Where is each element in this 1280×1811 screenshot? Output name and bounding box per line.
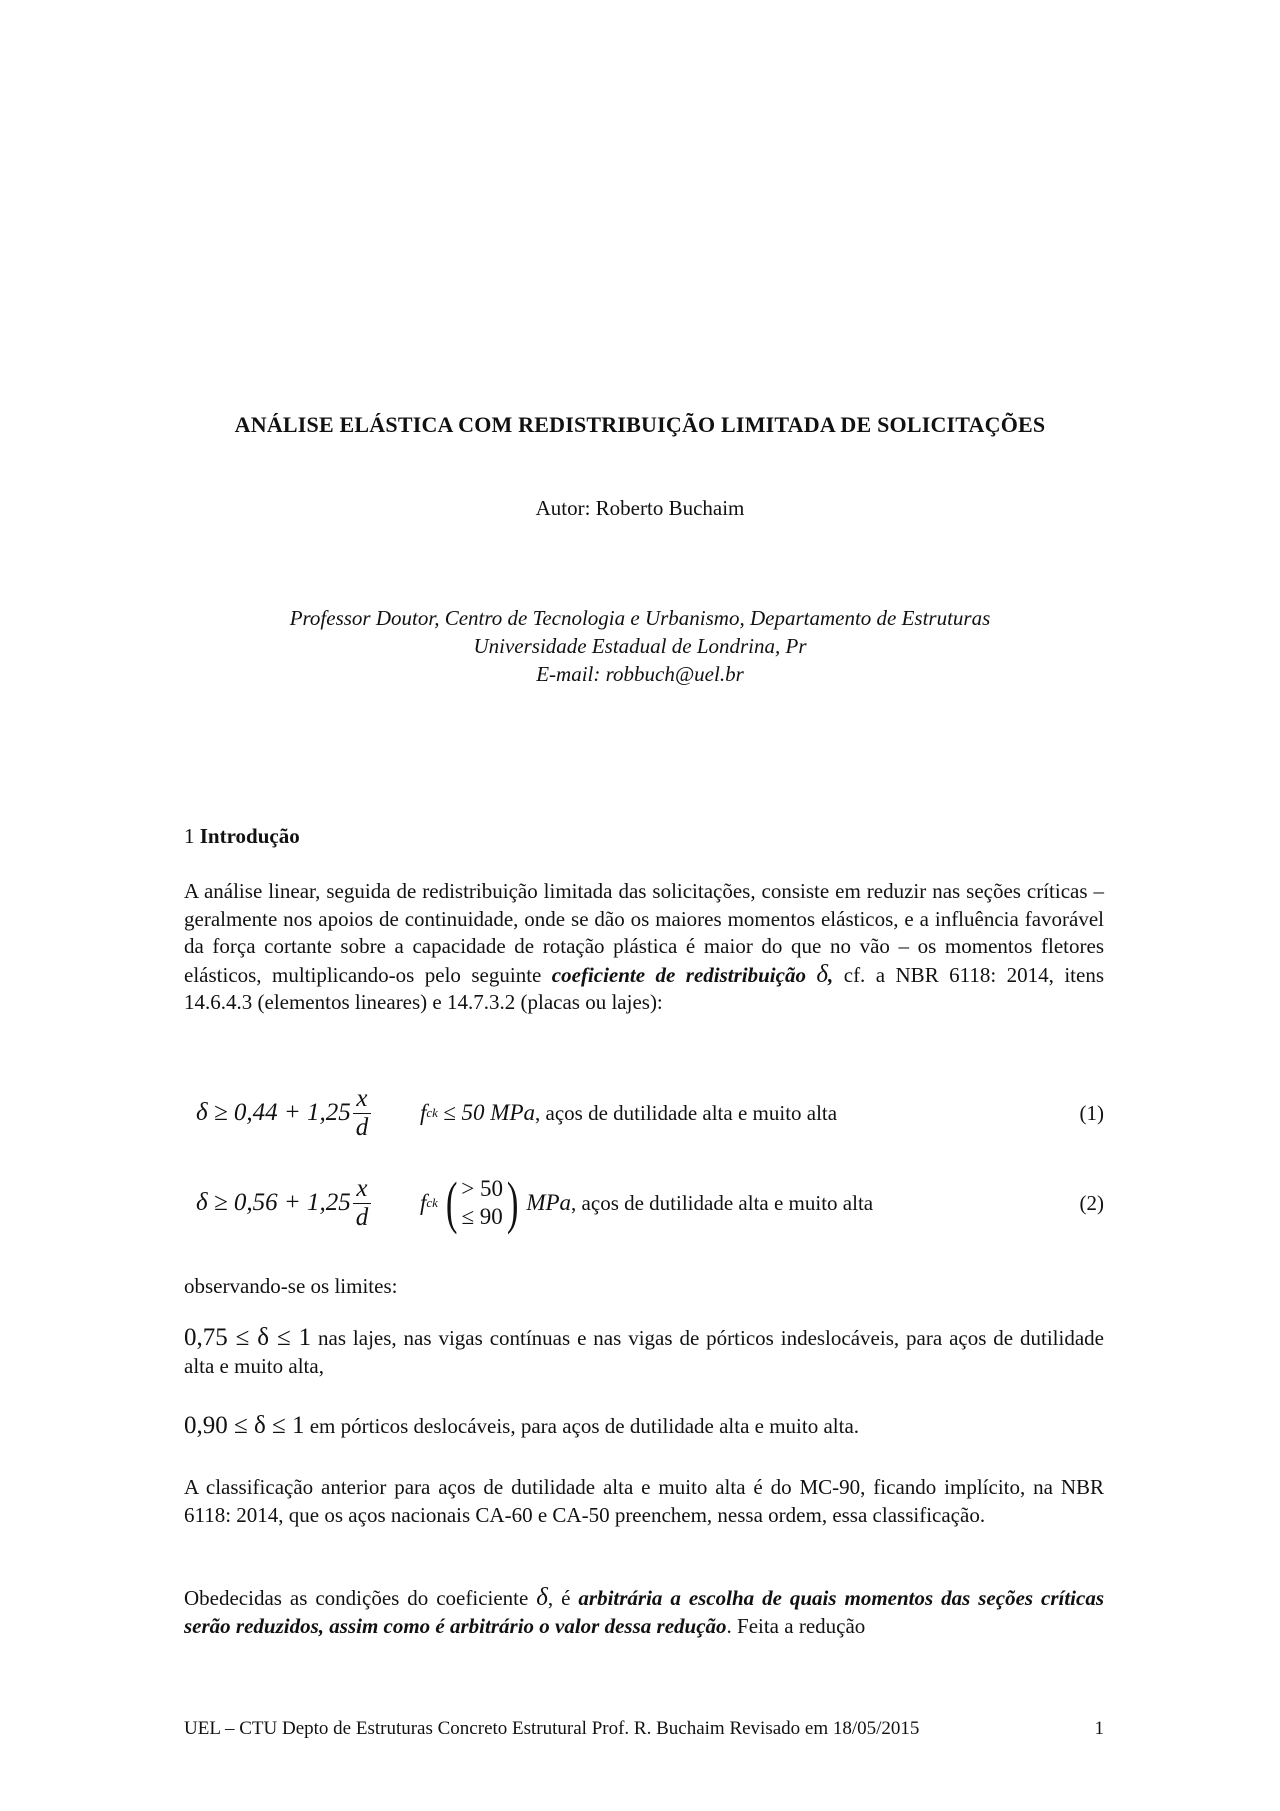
equation-1-f: f (420, 1100, 427, 1125)
equation-2-fraction (353, 1175, 372, 1232)
obedecidas-delta-symbol: δ (536, 1584, 548, 1611)
equation-1-description: , aços de dutilidade alta e muito alta (535, 1100, 838, 1125)
limit-1-paragraph (184, 1324, 1104, 1380)
equation-2-denominator: d (355, 1203, 369, 1231)
section-number: 1 (184, 824, 195, 848)
equation-2-description: , aços de dutilidade alta e muito alta (571, 1190, 874, 1215)
equation-1-lhs (196, 1078, 371, 1148)
equation-2 (196, 1168, 1104, 1238)
intro-text-b: cf. a NBR 6118: 2014, itens 14.6.4.3 (elementos lineares) e 14.7.3.2 (placas ou lajes): (184, 962, 1105, 1014)
limit-2-paragraph (184, 1412, 1104, 1441)
intro-term: coeficiente de redistribuição (551, 962, 806, 987)
obedecidas-text-b: , é (547, 1586, 579, 1610)
equation-1 (196, 1078, 1104, 1148)
equation-2-number: (2) (1079, 1190, 1104, 1215)
obedecidas-paragraph (184, 1584, 1104, 1640)
section-title: Introdução (199, 824, 300, 848)
affiliation-line-2: Universidade Estadual de Londrina, Pr (473, 634, 807, 658)
equation-1-bound: ≤ 50 MPa (443, 1100, 536, 1125)
intro-comma: , (828, 962, 834, 987)
affiliation-block (0, 604, 1280, 688)
equation-1-lhs-expr: δ ≥ 0,44 + 1,25 (196, 1099, 351, 1126)
equation-2-right-paren: ) (506, 1170, 519, 1235)
equation-1-fraction (353, 1085, 372, 1142)
equation-2-range (442, 1170, 522, 1235)
equation-2-left-paren: ( (445, 1170, 458, 1235)
limits-intro: observando-se os limites: (184, 1274, 398, 1298)
obedecidas-text-c: . Feita a redução (726, 1613, 866, 1638)
equation-2-condition (420, 1168, 873, 1238)
page-footer (184, 1718, 1104, 1740)
author-line: Autor: Roberto Buchaim (535, 496, 745, 520)
limit-1-math: 0,75 ≤ δ ≤ 1 (184, 1324, 312, 1351)
section-heading (184, 824, 300, 849)
footer-text: UEL – CTU Depto de Estruturas Concreto Estrutural Prof. R. Buchaim Revisado em 18/05/2015 (184, 1718, 920, 1739)
obedecidas-text-a: Obedecidas as condições do coeficiente (184, 1586, 537, 1610)
classification-paragraph: A classificação anterior para aços de dutilidade alta e muito alta é do MC-90, ficando implícito, na NBR 6118: 2014, que os aços nacionais CA-60 e CA-50 preenchem, nessa ordem, essa classificação. (184, 1475, 1104, 1527)
page-number: 1 (1094, 1718, 1104, 1739)
affiliation-email: E-mail: robbuch@uel.br (536, 662, 744, 686)
equation-1-number: (1) (1079, 1100, 1104, 1125)
equation-2-f: f (420, 1190, 427, 1215)
equation-2-lower: ≤ 90 (461, 1204, 503, 1229)
equation-2-stack (461, 1175, 503, 1231)
intro-text-a: A análise linear, seguida de redistribuição limitada das solicitações, consiste em reduzir nas seções críticas – geralmente nos apoios de continuidade, onde se dão os maiores momentos elásticos, e a influência favorável da força cortante sobre a capacidade de rotação plástica é maior do que no vão – os momentos fletores elásticos, multiplicando-os pelo seguinte (184, 879, 1104, 987)
intro-paragraph (184, 878, 1104, 1017)
limit-2-text: em pórticos deslocáveis, para aços de dutilidade alta e muito alta. (304, 1414, 860, 1438)
equation-2-unit: MPa (526, 1190, 572, 1215)
equation-2-subscript: ck (426, 1195, 438, 1210)
equation-1-numerator: x (353, 1085, 370, 1114)
paper-title: ANÁLISE ELÁSTICA COM REDISTRIBUIÇÃO LIMITADA DE SOLICITAÇÕES (234, 412, 1046, 437)
limit-1-text: nas lajes, nas vigas contínuas e nas vigas de pórticos indeslocáveis, para aços de dutilidade alta e muito alta, (184, 1326, 1104, 1378)
equation-1-subscript: ck (426, 1105, 438, 1120)
equation-1-denominator: d (355, 1113, 369, 1141)
equation-2-lhs (196, 1168, 371, 1238)
intro-delta-symbol: δ (816, 960, 829, 988)
equation-2-lhs-expr: δ ≥ 0,56 + 1,25 (196, 1189, 351, 1216)
affiliation-line-1: Professor Doutor, Centro de Tecnologia e Urbanismo, Departamento de Estruturas (289, 606, 991, 630)
limit-2-math: 0,90 ≤ δ ≤ 1 (184, 1412, 305, 1439)
equation-1-condition (420, 1078, 837, 1148)
obedecidas-bold: arbitrária a escolha de quais momentos das seções críticas serão reduzidos, assim como é arbitrário o valor dessa redução (184, 1586, 1104, 1638)
equation-2-numerator: x (353, 1175, 370, 1204)
equation-2-upper: > 50 (461, 1176, 503, 1201)
